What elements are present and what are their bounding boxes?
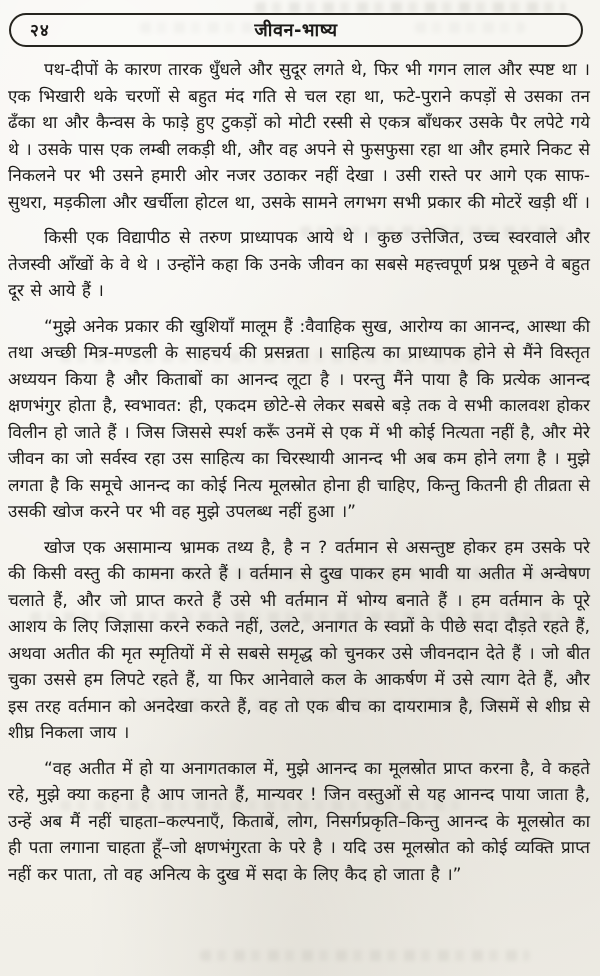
body-paragraph: खोज एक असामान्य भ्रामक तथ्य है, है न ? वर्तमान से असन्तुष्ट होकर हम उसके परे की किसी वस्तु की कामना करते हैं । वर्तमान से दुख पाकर हम भावी या अतीत में अन्वेषण चलाते हैं, और जो प्राप्त करते हैं उसे भी वर्तमान में भोग्य बनाते हैं । हम वर्तमान के पूरे आशय के लिए जिज्ञासा करने रुकते नहीं, उलटे, अनागत के स्वप्नों के पीछे सदा दौड़ते रहते हैं, अथवा अतीत की मृत स्मृतियों में से सबसे समृद्ध को चुनकर उसे जीवनदान देते हैं । जो बीत चुका उससे हम लिपटे रहते हैं, या फिर आनेवाले कल के आकर्षण में उसे त्याग देते हैं, और इस तरह वर्तमान को अनदेखा करते हैं, वह तो एक बीच का दायरामात्र है, जिसमें से शीघ्र से शीघ्र निकला जाय । xyxy=(8,537,590,743)
bleedthrough-artifact xyxy=(255,2,565,13)
body-paragraph: पथ-दीपों के कारण तारक धुँधले और सुदूर लगते थे, फिर भी गगन लाल और स्पष्ट था । एक भिखारी थके चरणों से बहुत मंद गति से चल रहा था, फटे-पुराने कपड़ों से उसका तन ढँका था और कैन्वस के फाड़े हुए टुकड़ों को मोटी रस्सी से एकत्र बाँधकर उसके पैर लपेटे गये थे । उसके पास एक लम्बी लकड़ी थी, और वह अपने से फुसफुसा रहा था और हमारे निकट से निकलने पर भी उसने हमारी ओर नजर उठाकर नहीं देखा । उसी रास्ते पर आगे एक साफ-सुथरा, मड़कीला और खर्चीला होटल था, उसके सामने लगभग सभी प्रकार की मोटरें खड़ी थीं । xyxy=(8,60,590,213)
page-body xyxy=(8,57,590,897)
page-number: २४ xyxy=(30,21,50,41)
body-paragraph: किसी एक विद्यापीठ से तरुण प्राध्यापक आये थे । कुछ उत्तेजित, उच्च स्वरवाले और तेजस्वी आँखों के वे थे । उन्होंने कहा कि उनके जीवन का सबसे महत्त्वपूर्ण प्रश्न पूछने वे बहुत दूर से आये हैं । xyxy=(8,228,590,301)
running-header xyxy=(9,13,583,47)
body-paragraph: “मुझे अनेक प्रकार की खुशियाँ मालूम हैं :वैवाहिक सुख, आरोग्य का आनन्द, आस्था की तथा अच्छी मित्र-मण्डली के साहचर्य की प्रसन्नता । साहित्य का प्राध्यापक होने से मैंने विस्तृत अध्ययन किया है और किताबों का आनन्द लूटा है । परन्तु मैंने पाया है कि प्रत्येक आनन्द क्षणभंगुर होता है, स्वभावत: ही, एकदम छोटे-से लेकर सबसे बड़े तक वे सभी कालवश होकर विलीन हो जाते हैं । जिस जिससे स्पर्श करूँ उनमें से एक में भी कोई नित्यता नहीं है, और मेरे जीवन का जो सर्वस्व रहा उस साहित्य का चिरस्थायी आनन्द भी अब कम होने लगा है । मुझे लगता है कि समूचे आनन्द का कोई नित्य मूलस्रोत होना ही चाहिए, किन्तु कितनी ही तीव्रता से उसकी खोज करने पर भी वह मुझे उपलब्ध नहीं हुआ ।” xyxy=(8,316,590,522)
body-paragraph: “वह अतीत में हो या अनागतकाल में, मुझे आनन्द का मूलस्रोत प्राप्त करना है, वे कहते रहे, मुझे क्या कहना है आप जानते हैं, मान्यवर ! जिन वस्तुओं से यह आनन्द पाया जाता है, उन्हें अब मैं नहीं चाहता–कल्पनाएँ, किताबें, लोग, निसर्गप्रकृति–किन्तु आनन्द के मूलस्रोत का ही पता लगाना चाहता हूँ–जो क्षणभंगुरता के परे है । यदि उस मूलस्रोत को कोई व्यक्ति प्राप्त नहीं कर पाता, तो वह अनित्य के दुख में सदा के लिए कैद हो जाता है ।” xyxy=(8,758,590,885)
page-title: जीवन-भाष्य xyxy=(254,20,338,41)
bleedthrough-artifact xyxy=(200,950,530,961)
